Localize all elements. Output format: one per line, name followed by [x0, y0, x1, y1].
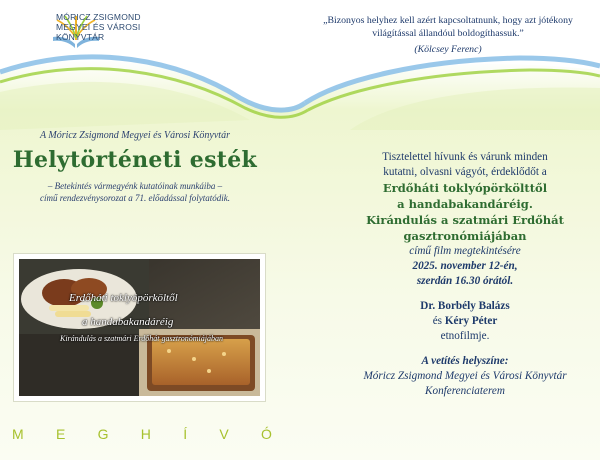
- logo-line-2: MEGYEI ÉS VÁROSI: [56, 22, 141, 32]
- venue-line-1: Móricz Zsigmond Megyei és Városi Könyvtár: [363, 370, 567, 382]
- quote-author: (Kölcsey Ferenc): [414, 44, 482, 55]
- logo-line-3: KÖNYVTÁR: [56, 32, 105, 42]
- series-subtitle: [0, 181, 270, 204]
- invitation-letter: M: [12, 426, 24, 442]
- venue-label: A vetítés helyszíne:: [421, 355, 509, 367]
- invitation-letter: E: [55, 426, 66, 442]
- invitation-letter: V: [219, 426, 229, 442]
- film-title-line-2: a handabakandáréig.: [397, 197, 533, 211]
- subtitle-line-1: – Betekintés vármegyénk kutatóinak munkáiba –: [47, 181, 223, 191]
- film-title-line-3: Kirándulás a szatmári Erdőhát: [366, 213, 564, 227]
- conjunction: és: [432, 315, 443, 327]
- presenter-1: Dr. Borbély Balázs: [420, 300, 510, 312]
- film-photo-frame: [13, 253, 266, 402]
- photo-caption-1: Erdőháti toklyópörköltől: [69, 292, 178, 304]
- film-note: etnofilmje.: [440, 330, 490, 342]
- film-title-line-4: gasztronómiájában: [403, 229, 527, 243]
- presenter-line-2: [332, 314, 598, 329]
- event-date: 2025. november 12-én,: [412, 260, 518, 272]
- invitation-details: [332, 150, 598, 399]
- event-time: szerdán 16.30 órától.: [416, 275, 514, 287]
- venue-line-2: Konferenciaterem: [425, 385, 505, 397]
- film-suffix: című film megtekintésére: [409, 245, 521, 257]
- intro-line-2: kutatni, olvasni vágyót, érdeklődőt a: [383, 166, 547, 178]
- invitation-label: [12, 426, 272, 442]
- quote-block: [300, 14, 596, 56]
- event-heading: [0, 130, 270, 204]
- film-title-line-1: Erdőháti toklyópörkölttől: [382, 181, 548, 195]
- photo-caption-2: a handabakandáréig: [82, 316, 174, 328]
- invitation-letter: Í: [183, 426, 188, 442]
- organizer-line: A Móricz Zsigmond Megyei és Városi Könyvtár: [40, 130, 230, 141]
- photo-caption-3: Kirándulás a szatmári Erdőhát gasztronómiájában: [60, 334, 223, 343]
- intro-line-1: Tisztelettel hívunk és várunk minden: [382, 151, 548, 163]
- subtitle-line-2: című rendezvénysorozat a 71. előadással folytatódik.: [39, 192, 231, 203]
- invitation-letter: G: [97, 426, 109, 442]
- quote-text: „Bizonyos helyhez kell azért kapcsoltatnunk, hogy azt jótékony világítással állandóul boldogíthassuk.”: [323, 15, 573, 39]
- presenter-2: Kéry Péter: [444, 315, 498, 327]
- invitation-letter: H: [140, 426, 151, 442]
- logo-line-1: MÓRICZ ZSIGMOND: [56, 12, 141, 22]
- invitation-letter: Ó: [261, 426, 272, 442]
- page-title: Helytörténeti esték: [12, 147, 258, 173]
- library-logo-text: [56, 12, 141, 42]
